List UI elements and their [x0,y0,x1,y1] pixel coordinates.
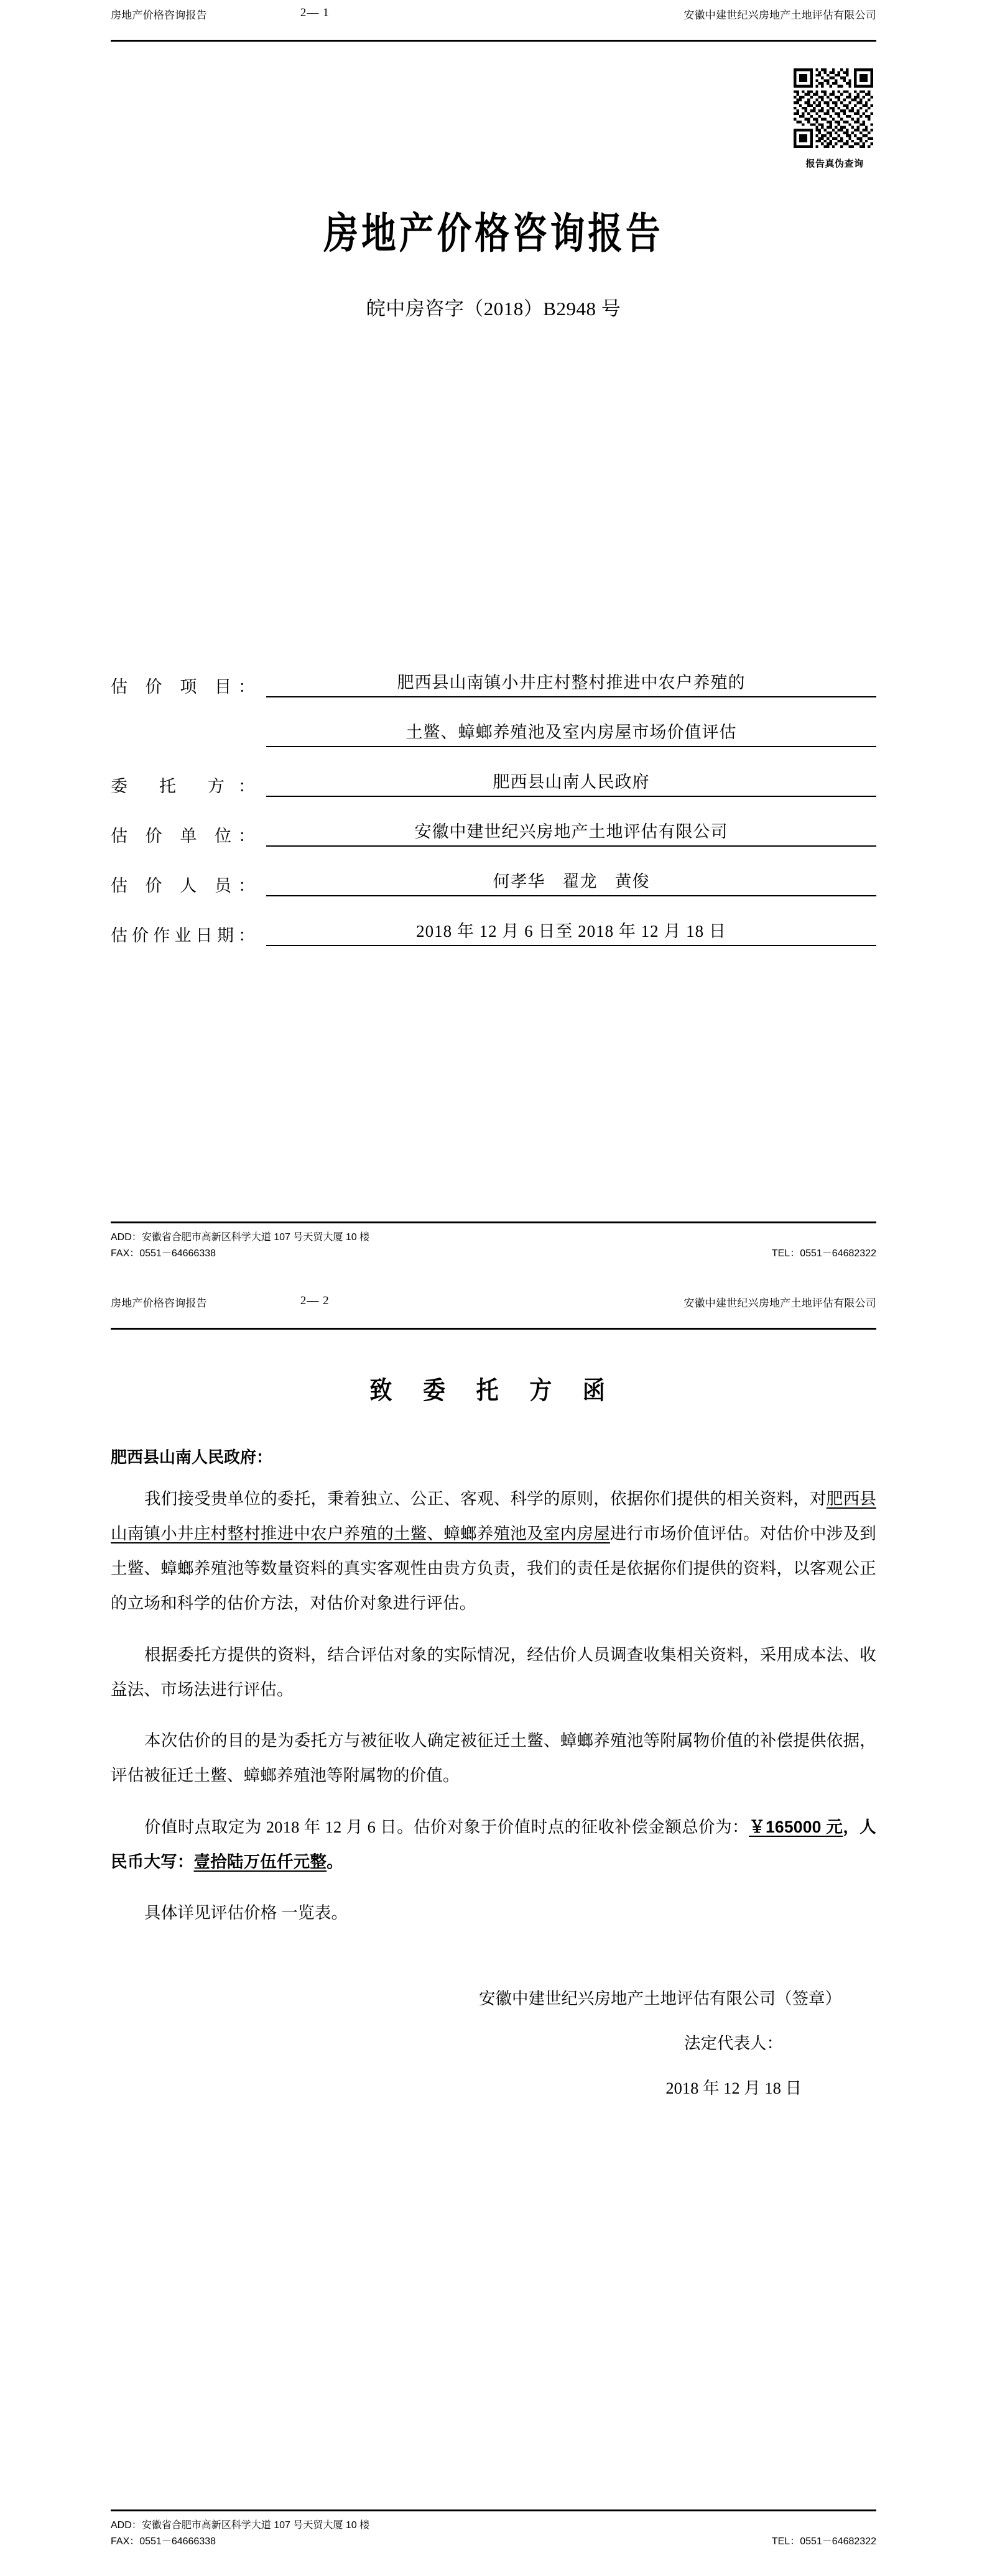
running-head-page-2 [111,1288,876,1327]
field-value-project[interactable]: 肥西县山南镇小井庄村整村推进中农户养殖的 [266,669,876,697]
text-segment: 壹拾陆万伍仟元整 [193,1852,327,1871]
field-value-work-date[interactable]: 2018 年 12 月 6 日至 2018 年 12 月 18 日 [266,918,876,946]
text-segment: 根据委托方提供的资料，结合评估对象的实际情况，经估价人员调查收集相关资料，采用成本法、收益法、市场法进行评估。 [111,1645,876,1699]
field-label-project: 估 价 项 目： [111,678,255,696]
footer-address: ADD：安徽省合肥市高新区科学大道 107 号天贸大厦 10 楼 [111,2520,370,2531]
text-segment: 我们接受贵单位的委托，秉着独立、公正、客观、科学的原则，依据你们提供的相关资料，对 [144,1489,827,1508]
footer-divider [111,1221,876,1223]
field-row-appraisers [111,868,876,896]
running-head-right: 安徽中建世纪兴房地产土地评估有限公司 [683,9,876,21]
footer-fax: FAX：0551－64666338 [111,1248,216,1259]
footer-address-line [111,2518,876,2534]
field-label-appraisal-firm: 估 价 单 位： [111,827,255,845]
field-row-client [111,768,876,797]
header-divider [111,1328,876,1330]
qr-code-icon[interactable] [794,68,873,148]
cover-field-list [111,669,876,946]
running-head-page-number: 2— 1 [300,6,330,19]
field-indent-spacer [111,719,266,747]
field-label-work-date: 估价作业日期： [111,926,255,945]
letter-paragraph [111,1723,876,1793]
field-value-client[interactable]: 肥西县山南人民政府 [266,768,876,797]
field-label-appraisers: 估 价 人 员： [111,876,255,895]
footer-divider [111,2509,876,2511]
signature-legal-representative: 法定代表人： [684,2034,783,2053]
field-value-appraisal-firm[interactable]: 安徽中建世纪兴房地产土地评估有限公司 [266,818,876,847]
field-row-project [111,669,876,697]
footer-tel: TEL：0551－64682322 [771,1248,876,1259]
field-value-appraisers[interactable]: 何孝华 翟龙 黄俊 [266,868,876,896]
letter-paragraph [111,1481,876,1621]
field-value-project-line2[interactable]: 土鳖、蟑螂养殖池及室内房屋市场价值评估 [266,719,876,747]
letter-title: 致 委 托 方 函 [369,1377,618,1404]
footer-address: ADD：安徽省合肥市高新区科学大道 107 号天贸大厦 10 楼 [111,1232,370,1243]
signature-date: 2018 年 12 月 18 日 [665,2079,802,2097]
page-title: 房地产价格咨询报告 [323,210,664,257]
text-segment: 肥西县山南镇小井庄村整村推进中农户养殖的土鳖、蟑螂养殖池及室内房屋 [111,1489,876,1543]
header-divider [111,40,876,42]
text-segment: 价值时点取定为 2018 年 12 月 6 日。估价对象于价值时点的征收补偿金额总价为： [144,1817,749,1836]
qr-verification-block [794,68,876,170]
letter-addressee: 肥西县山南人民政府： [111,1448,273,1466]
letter-paragraph [111,1895,876,1930]
running-head-page-number: 2— 2 [300,1294,330,1307]
field-row-work-date [111,918,876,946]
footer-contact-line [111,2534,876,2550]
field-row-project-line2 [111,719,876,747]
running-head-left: 房地产价格咨询报告 [111,9,207,21]
text-segment: ￥165000 元 [749,1817,843,1836]
footer-contact-line [111,1246,876,1262]
text-segment: ，人民币大写： [111,1817,876,1871]
letter-paragraph [111,1810,876,1879]
running-head-right: 安徽中建世纪兴房地产土地评估有限公司 [683,1297,876,1309]
qr-caption: 报告真伪查询 [805,159,864,169]
text-segment: 本次估价的目的是为委托方与被征收人确定被征迁土鳖、蟑螂养殖池等附属物价值的补偿提供依据，评估被征迁土鳖、蟑螂养殖池等附属物的价值。 [111,1731,876,1785]
text-segment: 具体详见评估价格 一览表。 [144,1903,348,1922]
letter-paragraph [111,1637,876,1707]
field-row-appraisal-firm [111,818,876,847]
field-label-client: 委 托 方： [111,777,255,796]
footer-tel: TEL：0551－64682322 [771,2536,876,2547]
signature-company: 安徽中建世纪兴房地产土地评估有限公司（签章） [479,1989,841,2008]
footer-address-line [111,1230,876,1246]
text-segment: 进行市场价值评估。对估价中涉及到土鳖、蟑螂养殖池等数量资料的真实客观性由贵方负责，我们的责任是依据你们提供的资料，以客观公正的立场和科学的估价方法，对估价对象进行评估。 [111,1524,877,1612]
page-2 [0,1288,987,2576]
page-1-footer [111,1221,876,1262]
running-head-left: 房地产价格咨询报告 [111,1297,207,1309]
page-2-footer [111,2509,876,2550]
signature-block [111,1976,876,2110]
document-number: 皖中房咨字（2018）B2948 号 [366,298,621,320]
text-segment: 。 [327,1852,343,1871]
running-head-page-1 [111,0,876,39]
footer-fax: FAX：0551－64666338 [111,2536,216,2547]
